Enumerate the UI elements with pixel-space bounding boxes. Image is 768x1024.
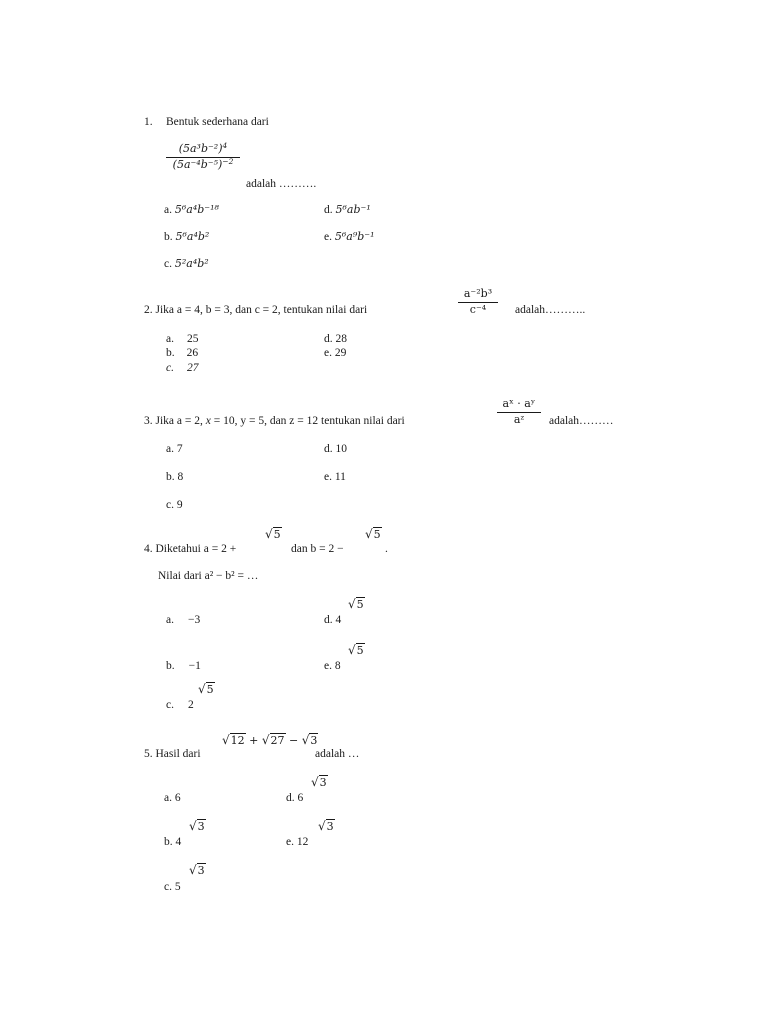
q4-period: .: [385, 543, 388, 555]
q2-option-c: c. 27: [166, 362, 199, 374]
q5-option-e-sqrt-3: √3: [318, 819, 334, 833]
q5-sqrt-12: √12: [222, 733, 245, 747]
q2-adalah: adalah………..: [515, 304, 586, 316]
q3-option-b: b. 8: [166, 471, 184, 483]
q4-sqrt-5-b: √5: [365, 527, 381, 541]
q3-option-a: a. 7: [166, 443, 183, 455]
q1-fraction-numerator: $(5a^3b^{-2})^4$: [178, 141, 228, 155]
q3-option-e: e. 11: [324, 471, 346, 483]
q3-option-d: d. 10: [324, 443, 347, 455]
q2-option-a: a. 25: [166, 333, 199, 345]
q3-option-c: c. 9: [166, 499, 183, 511]
q5-adalah: adalah …: [315, 748, 360, 760]
q4-question-text-a: 4. Diketahui a = 2 +: [144, 543, 237, 555]
q1-option-d: d. 5⁶ab⁻¹: [324, 203, 371, 216]
q3-fraction: [497, 398, 541, 426]
q2-fraction: [458, 288, 498, 316]
q1-fraction: [166, 143, 240, 171]
q4-option-c: c. 2: [166, 699, 194, 711]
q4-sqrt-5-a: √5: [265, 527, 281, 541]
q4-option-d: d. 4: [324, 614, 342, 626]
q2-fraction-denominator: c⁻⁴: [469, 302, 487, 316]
q1-adalah: adalah ……….: [246, 178, 317, 190]
q5-option-c-sqrt-3: √3: [189, 863, 205, 877]
q2-option-d: d. 28: [324, 333, 347, 345]
q2-question-text: 2. Jika a = 4, b = 3, dan c = 2, tentukan nilai dari: [144, 304, 368, 316]
q5-option-d: d. 6: [286, 792, 304, 804]
q5-option-b-sqrt-3: √3: [189, 819, 205, 833]
q4-option-e-sqrt-5: √5: [348, 643, 364, 657]
q3-fraction-denominator: aᶻ: [513, 412, 525, 426]
q5-option-c: c. 5: [164, 881, 181, 893]
q1-fraction-denominator: $(5a^{-4}b^{-5})^{-2}$: [172, 156, 234, 171]
q1-option-a: a. 5⁶a⁴b⁻¹⁸: [164, 203, 219, 216]
q1-option-e: e. 5⁶a⁹b⁻¹: [324, 230, 375, 243]
q3-adalah: adalah………: [549, 415, 614, 427]
q3-fraction-numerator: aˣ · aʸ: [502, 397, 536, 410]
q1-number: 1.: [144, 116, 153, 128]
q4-question-text-b: dan b = 2 −: [291, 543, 344, 555]
q5-option-a: a. 6: [164, 792, 181, 804]
q4-option-d-sqrt-5: √5: [348, 597, 364, 611]
q5-option-d-sqrt-3: √3: [311, 775, 327, 789]
q4-option-b: b. −1: [166, 660, 201, 672]
q2-option-b: b. 26: [166, 347, 199, 359]
q3-question-text: 3. Jika a = 2, x = 10, y = 5, dan z = 12 tentukan nilai dari: [144, 415, 405, 427]
q4-option-a: a. −3: [166, 614, 201, 626]
q1-option-c: c. 5²a⁴b²: [164, 257, 209, 270]
q5-option-e: e. 12: [286, 836, 309, 848]
q4-option-c-sqrt-5: √5: [198, 682, 214, 696]
q4-option-e: e. 8: [324, 660, 341, 672]
q5-sqrt-27: √27: [261, 733, 285, 747]
q4-line-2: Nilai dari a² − b² = …: [158, 570, 259, 582]
q1-question-text: Bentuk sederhana dari: [166, 116, 269, 128]
q5-sqrt-3: √3: [301, 733, 318, 747]
q5-expression: √12 + √27 − √3: [222, 733, 318, 747]
q2-option-e: e. 29: [324, 347, 347, 359]
q2-fraction-numerator: a⁻²b³: [463, 287, 493, 300]
q5-question-text: 5. Hasil dari: [144, 748, 201, 760]
q5-option-b: b. 4: [164, 836, 182, 848]
q1-option-b: b. 5⁶a⁴b²: [164, 230, 210, 243]
